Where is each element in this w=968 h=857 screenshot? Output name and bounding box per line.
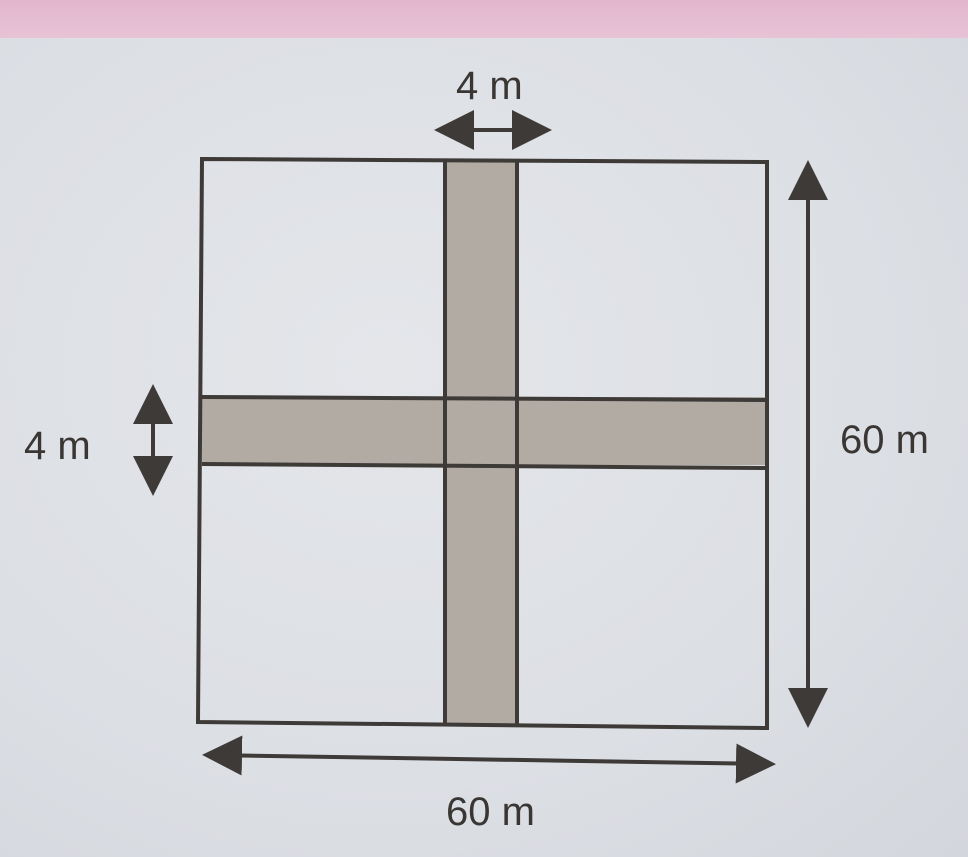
- top-width-label: 4 m: [456, 64, 523, 108]
- bottom-length-label: 60 m: [446, 790, 535, 834]
- bottom-length-arrow: [210, 755, 768, 764]
- side-length-label: 60 m: [840, 418, 929, 462]
- horizontal-road: [202, 397, 767, 465]
- left-width-label: 4 m: [24, 424, 91, 468]
